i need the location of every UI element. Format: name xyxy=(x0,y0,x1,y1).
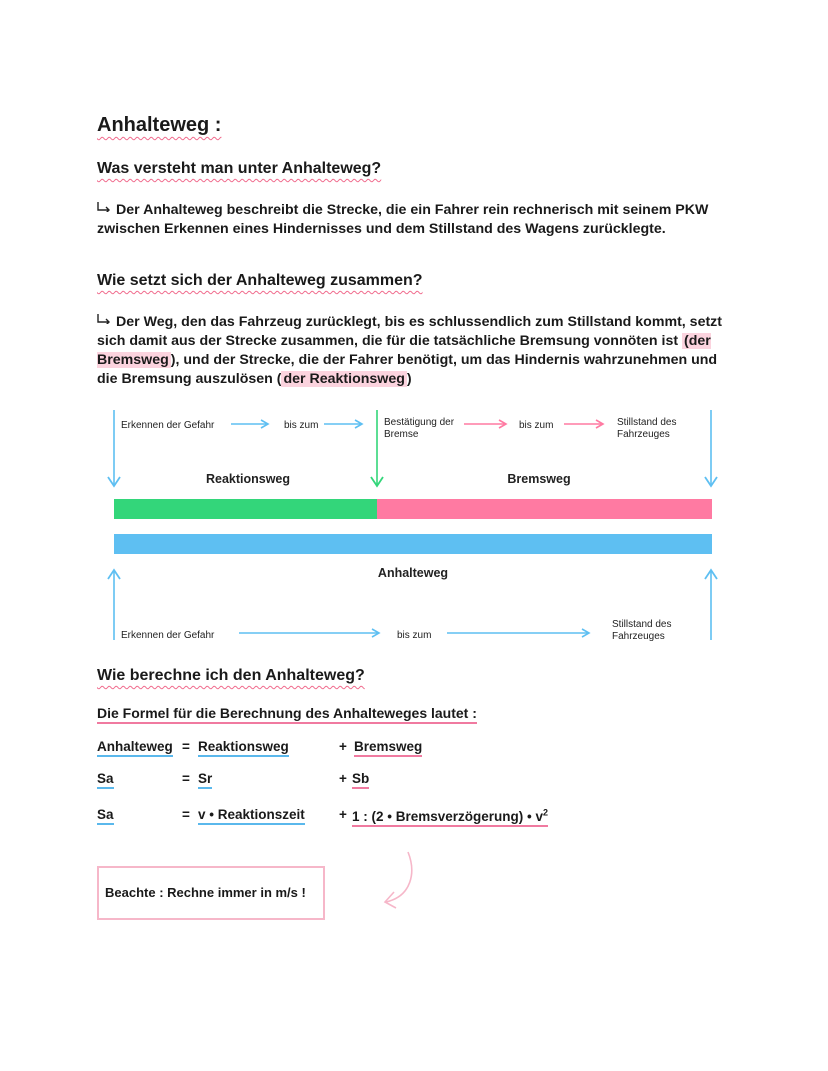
formula-row1-lhs xyxy=(97,739,173,754)
term-sa-2: Sa xyxy=(97,807,114,825)
formula-intro-text: Die Formel für die Berechnung des Anhalteweges lautet : xyxy=(97,705,477,724)
question-composition: Wie setzt sich der Anhalteweg zusammen? xyxy=(97,272,423,289)
label-bottom-start: Erkennen der Gefahr xyxy=(121,630,215,641)
term-bremsweg: Bremsweg xyxy=(354,739,422,757)
formula-row3-plus: + xyxy=(339,807,347,822)
term-reaktionsweg: Reaktionsweg xyxy=(198,739,289,757)
corner-arrow-icon xyxy=(97,314,111,324)
bar-reaktionsweg xyxy=(114,499,377,519)
question-calculation: Wie berechne ich den Anhalteweg? xyxy=(97,667,365,684)
answer-composition-part2: ), und der Strecke, die der Fahrer benötigt, um das Hindernis wahrzunehmen und die Bremsung auszulösen ( xyxy=(97,352,718,387)
bar-bremsweg xyxy=(377,499,712,519)
label-top-start: Erkennen der Gefahr xyxy=(121,420,215,431)
formula-row2-term1 xyxy=(198,771,212,786)
question-definition: Was versteht man unter Anhalteweg? xyxy=(97,160,382,177)
term-reaction: v • Reaktionszeit xyxy=(198,807,305,825)
label-bremsweg: Bremsweg xyxy=(507,472,571,486)
formula-row2-plus: + xyxy=(339,771,347,786)
answer-definition xyxy=(97,201,737,239)
label-anhalteweg: Anhalteweg xyxy=(377,566,449,580)
stopping-distance-diagram xyxy=(0,400,828,660)
label-bottom-end-1: Stillstand des xyxy=(612,619,672,630)
label-top-mid-2: Bremse xyxy=(384,429,419,440)
formula-row3-term2 xyxy=(352,807,548,824)
formula-intro xyxy=(97,705,477,721)
curved-arrow-icon xyxy=(378,850,422,912)
label-bottom-bis: bis zum xyxy=(397,630,432,641)
formula-row3-lhs xyxy=(97,807,114,822)
formula-row2-lhs xyxy=(97,771,114,786)
formula-row1-term1 xyxy=(198,739,289,754)
label-top-bis2: bis zum xyxy=(519,420,554,431)
highlight-reaktionsweg: der Reaktionsweg xyxy=(283,371,405,387)
label-top-end-1: Stillstand des xyxy=(617,417,677,428)
term-braking xyxy=(352,809,548,827)
label-top-bis1: bis zum xyxy=(284,420,319,431)
term-braking-text: 1 : (2 • Bremsverzögerung) • v xyxy=(352,808,544,824)
formula-row1-plus: + xyxy=(339,739,347,754)
term-anhalteweg: Anhalteweg xyxy=(97,739,173,757)
page-title: Anhalteweg : xyxy=(97,114,222,136)
term-sa: Sa xyxy=(97,771,114,789)
term-sr: Sr xyxy=(198,771,212,789)
formula-row2-term2 xyxy=(352,771,369,786)
label-top-end-2: Fahrzeuges xyxy=(617,429,670,440)
formula-row2-eq: = xyxy=(182,771,190,786)
exponent: 2 xyxy=(543,807,549,817)
note-box xyxy=(97,866,325,920)
formula-row1-eq: = xyxy=(182,739,190,754)
highlight-bremsweg: (der Bremsweg xyxy=(97,333,711,368)
answer-composition-part1: Der Weg, den das Fahrzeug zurücklegt, bis es schlussendlich zum Stillstand kommt, setzt sich damit aus der Strecke zusammen, die für die tatsächliche Bremsung vonnöten ist xyxy=(97,314,722,349)
answer-composition xyxy=(97,313,737,389)
label-top-mid-1: Bestätigung der xyxy=(384,417,455,428)
label-bottom-end-2: Fahrzeuges xyxy=(612,631,665,642)
answer-composition-part3: ) xyxy=(406,371,412,387)
formula-row3-term1 xyxy=(198,807,305,822)
corner-arrow-icon xyxy=(97,202,111,212)
bar-anhalteweg xyxy=(114,534,712,554)
answer-definition-text: Der Anhalteweg beschreibt die Strecke, die ein Fahrer rein rechnerisch mit seinem PKW zwischen Erkennen eines Hindernisses und dem Stillstand des Wagens zurücklegte. xyxy=(97,202,709,237)
formula-row3-eq: = xyxy=(182,807,190,822)
note-text: Beachte : Rechne immer in m/s ! xyxy=(105,885,306,900)
label-reaktionsweg: Reaktionsweg xyxy=(205,472,291,486)
formula-row1-term2 xyxy=(354,739,422,754)
term-sb: Sb xyxy=(352,771,369,789)
